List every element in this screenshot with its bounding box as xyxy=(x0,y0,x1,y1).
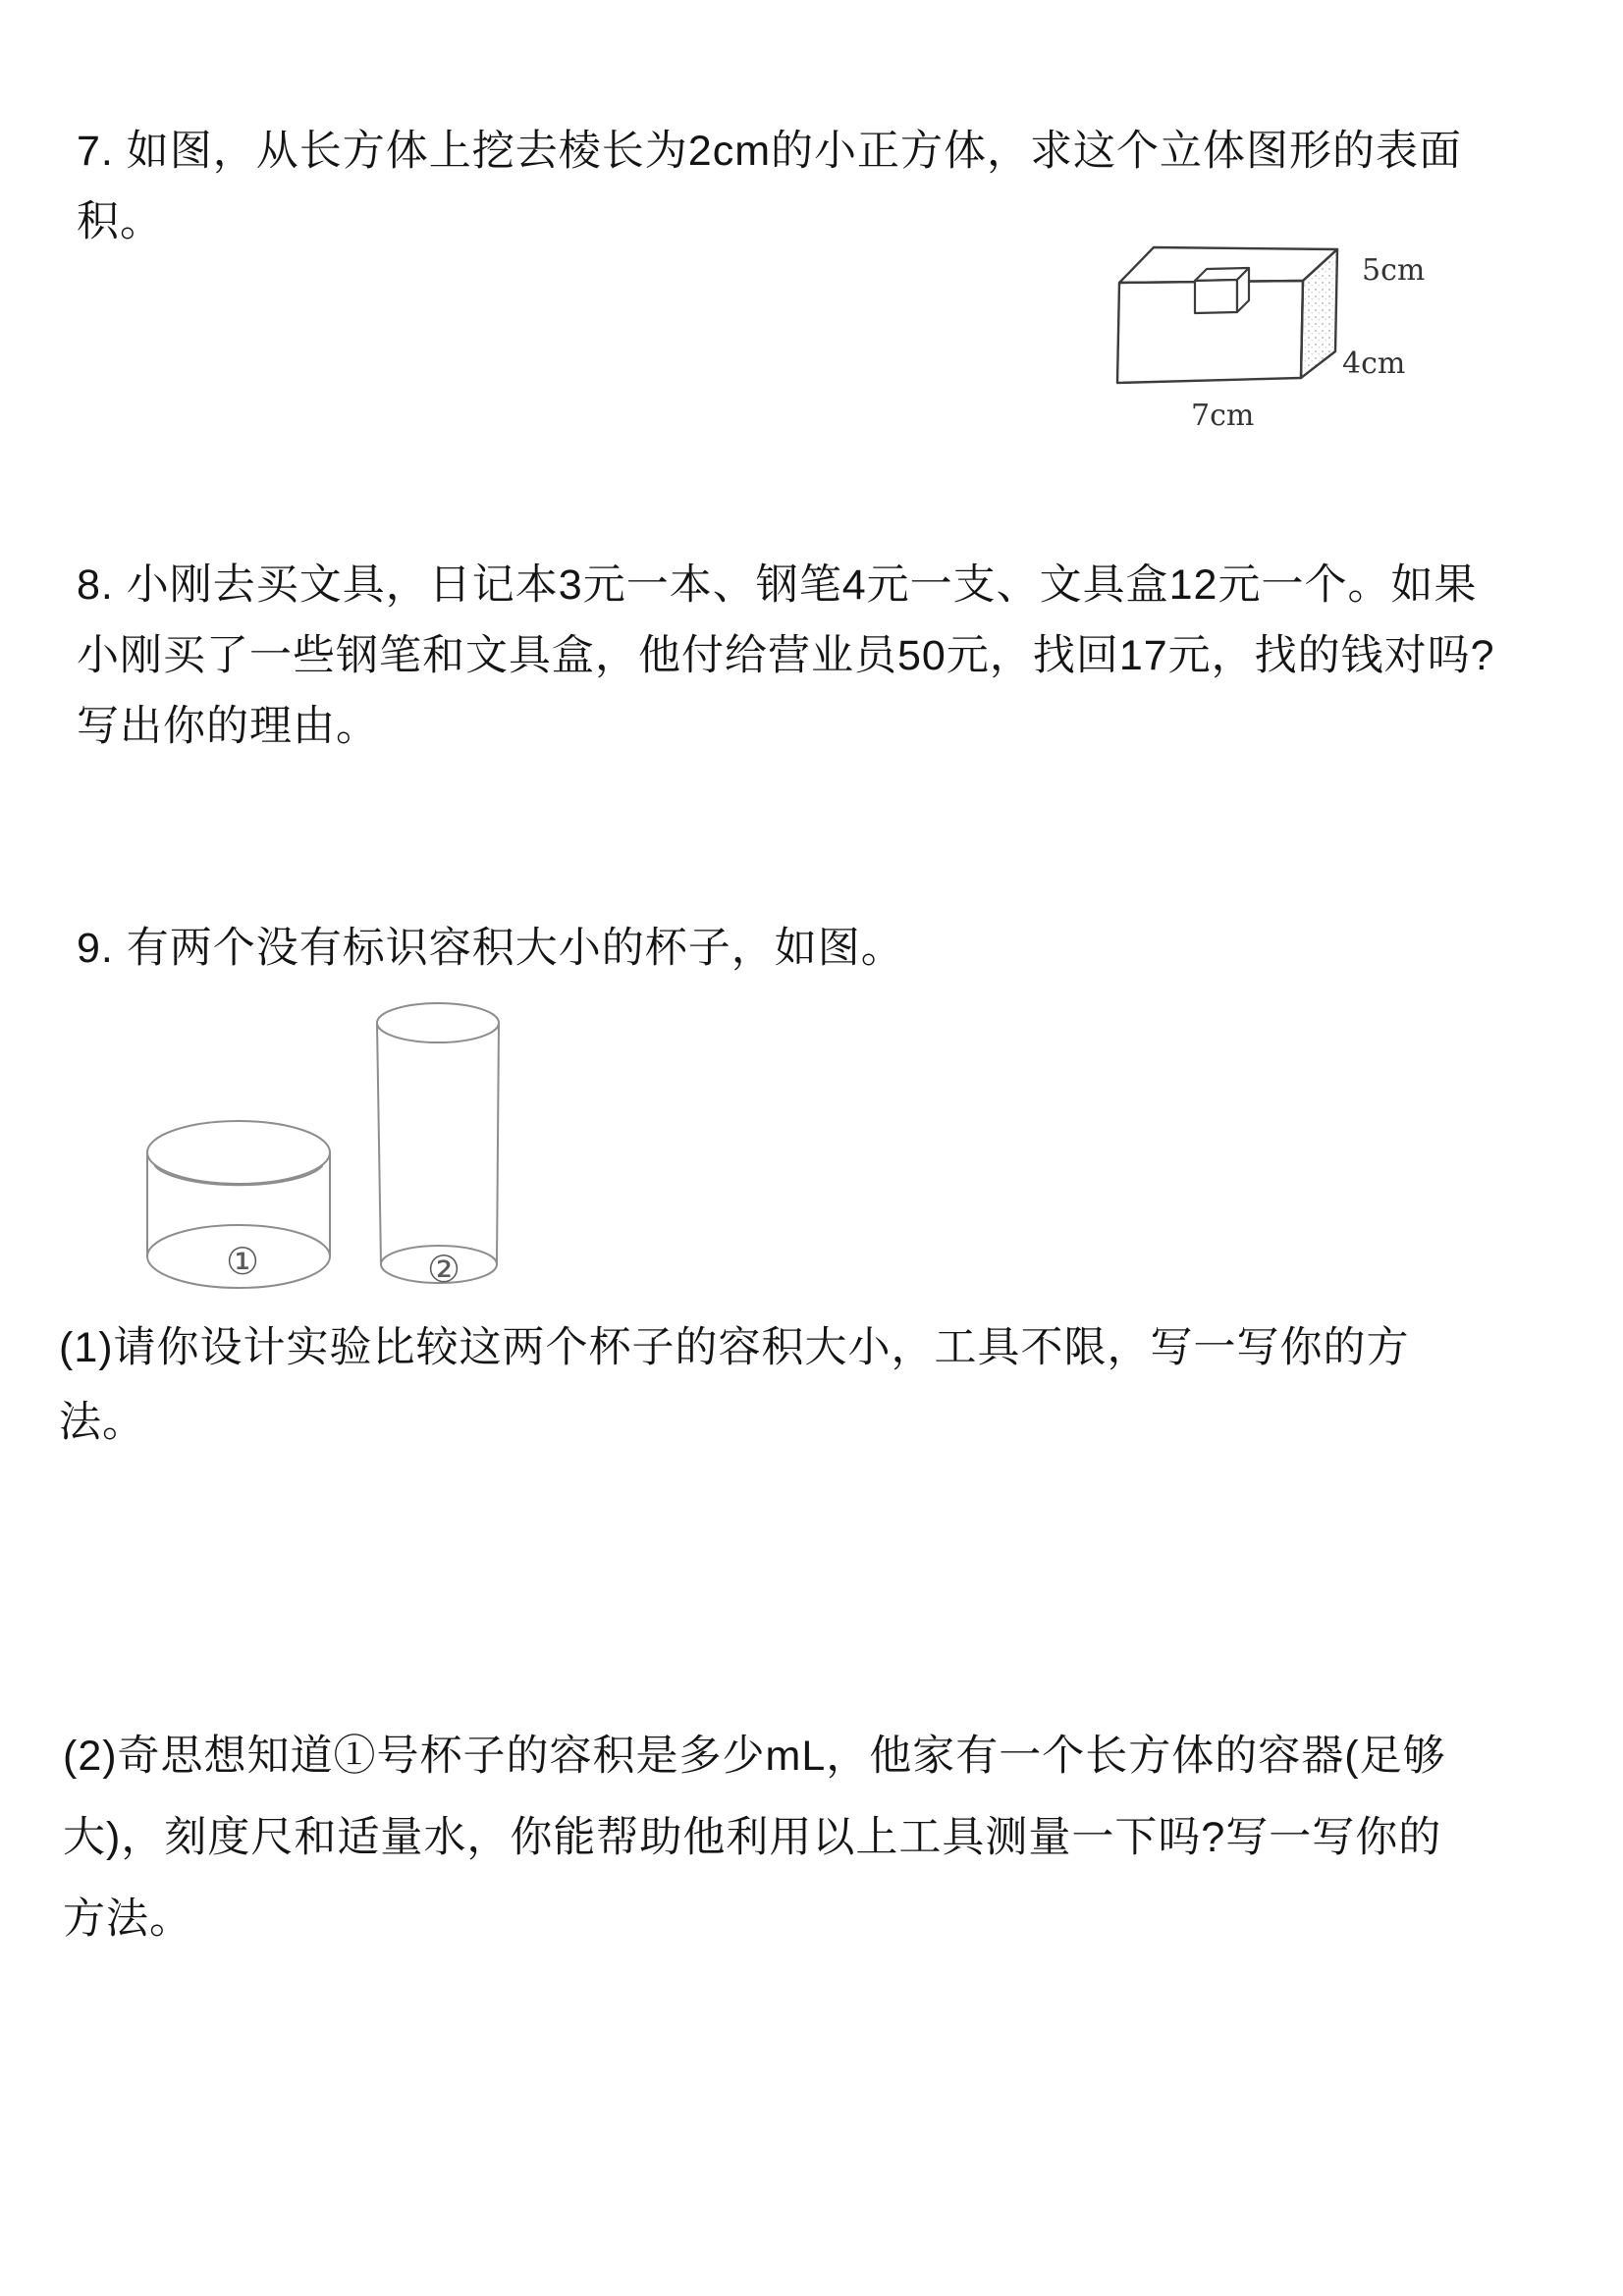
cup2-top-rim xyxy=(377,1003,499,1042)
question-8-text-line-1: 8. 小刚去买文具，日记本3元一本、钢笔4元一支、文具盒12元一个。如果 xyxy=(77,561,1478,609)
cup1-number-label: ① xyxy=(225,1240,260,1283)
length-dimension-label: 7cm xyxy=(1191,399,1255,433)
cuboid-drawing xyxy=(1080,226,1473,471)
question-9 xyxy=(77,913,1549,984)
question-7-text-line-2: 积。 xyxy=(77,198,163,245)
cups-figure xyxy=(98,982,540,1306)
question-7-text-line-1: 7. 如图，从长方体上挖去棱长为2cm的小正方体，求这个立体图形的表面 xyxy=(77,128,1463,175)
cups-drawing xyxy=(98,982,540,1306)
question-9-sub-1-line-2: 法。 xyxy=(59,1399,145,1446)
question-9-sub-2 xyxy=(63,1716,1536,1960)
question-9-sub-1-line-1: (1)请你设计实验比较这两个杯子的容积大小，工具不限，写一写你的方 xyxy=(59,1324,1410,1371)
question-9-heading: 9. 有两个没有标识容积大小的杯子，如图。 xyxy=(77,925,904,972)
notch-cube-front-face xyxy=(1195,280,1237,313)
depth-dimension-label: 4cm xyxy=(1342,347,1406,381)
cup2-left-wall xyxy=(377,1023,381,1264)
question-8-text-line-3: 写出你的理由。 xyxy=(77,703,379,750)
cuboid-figure xyxy=(1080,226,1473,471)
cup2-right-wall xyxy=(497,1023,499,1264)
question-9-sub-2-line-1: (2)奇思想知道①号杯子的容积是多少mL，他家有一个长方体的容器(足够 xyxy=(63,1733,1446,1780)
question-9-sub-2-line-3: 方法。 xyxy=(63,1896,192,1943)
question-9-sub-2-line-2: 大)，刻度尺和适量水，你能帮助他利用以上工具测量一下吗?写一写你的 xyxy=(63,1814,1442,1861)
cup2-number-label: ② xyxy=(426,1248,461,1291)
height-dimension-label: 5cm xyxy=(1362,253,1426,288)
question-9-sub-1 xyxy=(59,1310,1532,1460)
cuboid-right-face xyxy=(1301,249,1337,378)
question-8 xyxy=(77,550,1549,762)
cup1-top-rim xyxy=(147,1121,330,1184)
question-8-text-line-2: 小刚买了一些钢笔和文具盒，他付给营业员50元，找回17元，找的钱对吗? xyxy=(77,632,1495,679)
